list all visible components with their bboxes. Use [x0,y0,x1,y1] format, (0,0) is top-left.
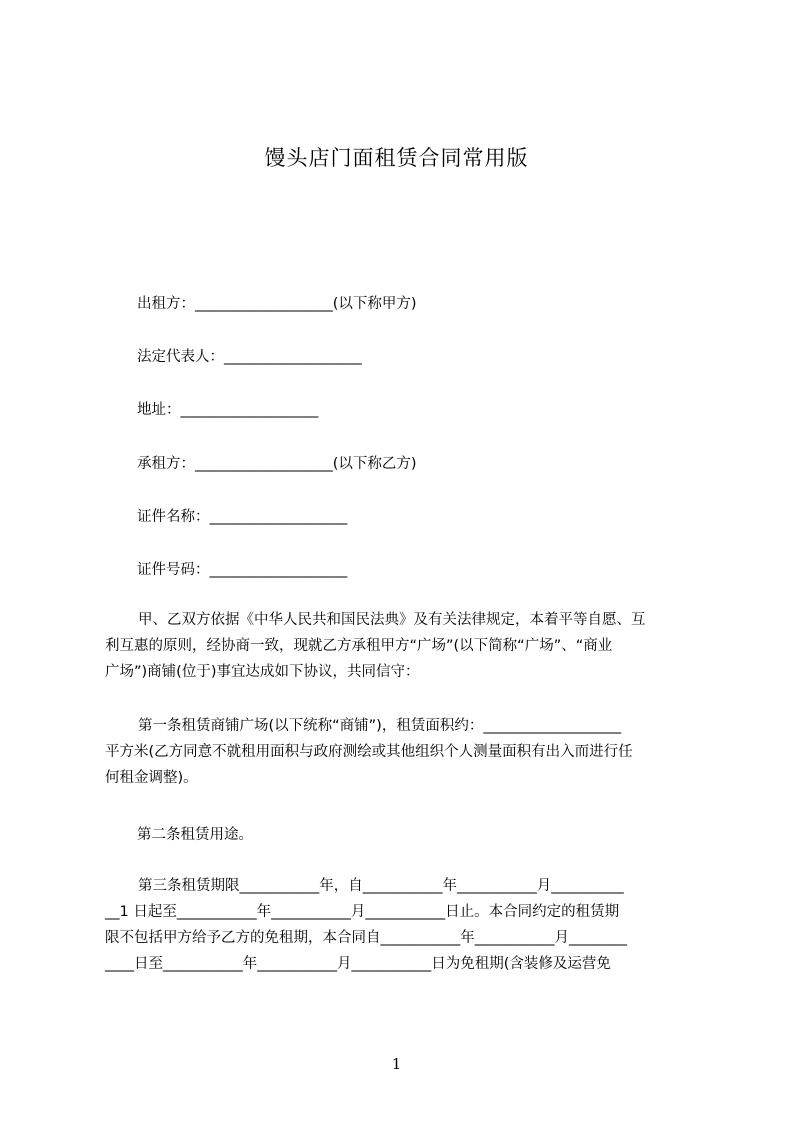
article-1-line-2: 平方米(乙方同意不就租用面积与政府测绘或其他组织个人测量面积有出入而进行任 [105,744,633,760]
article-1-line-1: 第一条租赁商铺广场(以下统称“商铺”)，租赁面积约：___________________ [138,718,622,734]
page-number: 1 [391,1055,402,1073]
article-3-line-1: 第三条租赁期限___________年，自___________年___________月__________ [138,878,624,894]
article-1-paragraph [105,713,705,791]
preamble-paragraph [105,607,705,685]
preamble-line-2: 利互惠的原则，经协商一致，现就乙方承租甲方“广场”(以下简称“广场”、“商业 [105,638,613,654]
id-name-line: 证件名称：___________________ [137,509,348,525]
id-number-line: 证件号码：___________________ [137,562,348,578]
article-1-line-3: 何租金调整)。 [105,770,198,786]
article-3-line-3: 限不包括甲方给予乙方的免租期，本合同自___________年___________月________ [105,930,627,946]
document-title: 馒头店门面租赁合同常用版 [264,146,529,170]
preamble-line-3: 广场”)商铺(位于)事宜达成如下协议，共同信守： [105,664,420,680]
article-3-paragraph [105,873,705,977]
article-2-line: 第二条租赁用途。 [137,827,253,843]
article-3-line-4: ____日至___________年___________月___________日为免租期(含装修及运营免 [105,956,611,972]
address-line: 地址：___________________ [137,402,319,418]
lessor-line: 出租方：___________________(以下称甲方) [137,296,417,312]
preamble-line-1: 甲、乙双方依据《中华人民共和国民法典》及有关法律规定，本着平等自愿、互 [138,612,646,628]
lessee-line: 承租方：___________________(以下称乙方) [137,456,417,472]
article-3-line-2: __1 日起至___________年___________月___________日止。本合同约定的租赁期 [105,904,620,920]
legal-representative-line: 法定代表人：___________________ [137,349,362,365]
